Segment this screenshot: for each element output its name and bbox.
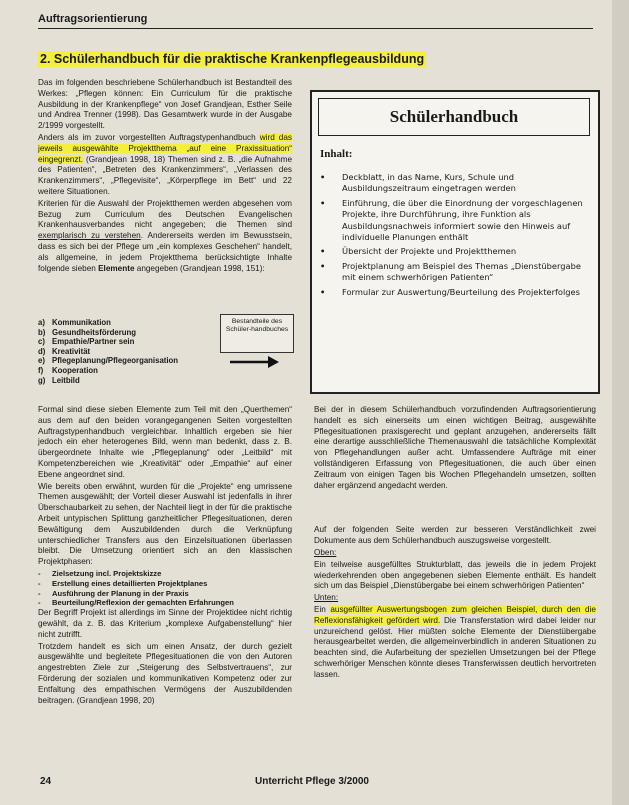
- elements-list: [38, 318, 218, 385]
- text-run: (Grandjean 1998, 18) Themen sind z. B. „die Aufnahme des Patienten“, „Betreten des Krankenzimmers“, „Verlassen des Krankenzimmers“, „Pflegevisite“, „Körperpflege im Bett“ und 22 weitere Situationen.: [38, 154, 292, 196]
- list-key: -: [38, 588, 41, 598]
- list-item: [38, 356, 218, 366]
- text-run: Kriterien für die Auswahl der Projektthemen werden abgesehen vom Bezug zum Curriculum des Deutschen Evangelischen Krankenhausverbandes nicht angegeben; die Themen sind: [38, 198, 292, 230]
- bullet-icon: •: [320, 286, 326, 297]
- margin-note-text: Bestandteile des Schüler-handbuches: [225, 318, 289, 333]
- list-item: [38, 366, 218, 376]
- highlighted-text: ausgefüllter Auswertungsbogen zum gleichen Beispiel, durch den die Reflexionsfähigkeit gefördert wird.: [314, 604, 596, 625]
- highlighted-text: wird das jeweils ausgewählte Projektthema „auf eine Praxissituation“ eingegrenzt.: [38, 132, 292, 164]
- page-number: 24: [40, 776, 52, 787]
- box-list-text: Projektplanung am Beispiel des Themas „Dienstübergabe mit einem schwerhörigen Patienten“: [342, 260, 581, 283]
- box-list-text: Einführung, die über die Einordnung der vorgeschlagenen Projekte, ihre Durchführung, ihre Funktion als Ausbildungsnachweis informiert sowie den Hinweis auf individuelle Planungen enthält: [342, 197, 583, 243]
- box-list-item: [320, 246, 590, 257]
- paragraph: [314, 605, 596, 681]
- list-key: a): [38, 318, 45, 327]
- right-arrow-icon: [228, 355, 280, 369]
- list-text: Gesundheitsförderung: [52, 327, 137, 337]
- paragraph: Das im folgenden beschriebene Schülerhandbuch ist Bestandteil des Werkes: „Pflegen können: Ein Curriculum für die praktische Ausbildung in der Krankenpflege“ von Josef Grandjean, Esther Seile und Andrea Trenner (1998). Das Gesamtwerk wurde in der Ausgabe 2/1999 vorgestellt.: [38, 78, 292, 131]
- list-item: [38, 337, 218, 347]
- bullet-icon: •: [320, 197, 326, 208]
- box-list-text: Übersicht der Projekte und Projektthemen: [342, 246, 517, 257]
- label-oben: Oben:: [314, 547, 337, 557]
- list-text: Empathie/Partner sein: [52, 337, 135, 347]
- paragraph: Auf der folgenden Seite werden zur besseren Verständlichkeit zwei Dokumente aus dem Schülerhandbuch auszugsweise vorgestellt.: [314, 525, 596, 546]
- section-title: [38, 52, 426, 66]
- list-text: Zielsetzung incl. Projektskizze: [52, 568, 162, 578]
- list-text: Beurteilung/Reflexion der gemachten Erfahrungen: [52, 598, 234, 608]
- list-key: -: [38, 578, 41, 588]
- box-list-text: Deckblatt, in das Name, Kurs, Schule und Ausbildungszeitraum eingetragen werden: [342, 172, 516, 194]
- box-list-item: [320, 198, 590, 244]
- list-key: c): [38, 337, 45, 347]
- list-text: Erstellung eines detaillierten Projektplanes: [52, 578, 208, 588]
- list-key: g): [38, 375, 46, 385]
- left-column-bottom: [38, 405, 292, 707]
- list-key: d): [38, 346, 46, 356]
- running-head: Auftragsorientierung: [38, 13, 148, 25]
- bold-text: Elemente: [98, 263, 135, 273]
- text-run: Anders als im zuvor vorgestellten Auftragstypenhandbuch: [38, 132, 260, 142]
- list-item: [38, 569, 292, 579]
- text-run: angegeben (Grandjean 1998, 151):: [134, 263, 265, 273]
- section-title-text: 2. Schülerhandbuch für die praktische Krankenpflegeausbildung: [40, 52, 425, 66]
- list-key: e): [38, 356, 45, 366]
- box-list-text: Formular zur Auswertung/Beurteilung des Projekterfolges: [342, 286, 580, 297]
- box-list-item: [320, 172, 590, 195]
- list-item: [38, 318, 218, 328]
- box-list-item: [320, 287, 590, 298]
- bullet-icon: •: [320, 260, 326, 271]
- list-item: [38, 579, 292, 589]
- list-text: Leitbild: [52, 375, 80, 385]
- list-item: [38, 589, 292, 599]
- text-run: Ein: [314, 604, 331, 614]
- right-column: [314, 405, 596, 682]
- paragraph: Der Begriff Projekt ist allerdings im Sinne der Projektidee nicht richtig gewählt, da z. B. das Kriterium „komplexe Aufgabenstellung“ hier nicht zutrifft.: [38, 608, 292, 639]
- text-run: . Andererseits werden im Bewusstsein, dass es sich bei der Pflege um „ein komplexes Geschehen“ handelt, als allgemeine, in jedem Projektthema berücksichtigte Inhalte folgende sieben: [38, 231, 292, 273]
- list-item: [38, 598, 292, 608]
- contents-box: [310, 90, 600, 394]
- box-list: [320, 172, 590, 301]
- label-unten: Unten:: [314, 593, 339, 603]
- bullet-icon: •: [320, 172, 326, 182]
- list-key: f): [38, 365, 44, 375]
- paragraph: Bei der in diesem Schülerhandbuch vorzufindenden Auftragsorientierung handelt es sich einerseits um einen wichtigen Beitrag, ausgewählte Pflegesituationen praxisgerecht und geplant anzugehen, andererseits fällt eine derartige ausschließliche Themenauswahl die tatsächliche Komplexität von Pflegehandlungen außer acht. Umfassendere Aufträge mit einer vollständigeren Erfassung von Pflegesituationen, die auch über einen Zeitraum von einigen Tagen bis Wochen Pflegehandeln umsetzen, sollten daher ergänzend angedacht werden.: [314, 405, 596, 490]
- list-item: [38, 328, 218, 338]
- list-key: -: [38, 568, 41, 578]
- paragraph: [38, 199, 292, 275]
- list-key: -: [38, 598, 41, 608]
- box-list-item: [320, 261, 590, 284]
- phases-list: [38, 569, 292, 608]
- box-heading: Inhalt:: [320, 148, 353, 160]
- box-title: Schülerhandbuch: [318, 98, 590, 136]
- page-edge: [612, 0, 629, 805]
- journal-footer: Unterricht Pflege 3/2000: [255, 776, 369, 787]
- list-text: Kooperation: [52, 365, 98, 375]
- list-item: [38, 347, 218, 357]
- list-item: [38, 376, 218, 386]
- list-text: Kommunikation: [52, 318, 111, 327]
- paragraph: [38, 133, 292, 198]
- paragraph: Trotzdem handelt es sich um einen Ansatz, der durch gezielt ausgewählte und begleitete Pflegesituationen die von den Autoren angestrebten Ziele zur „Steigerung des Selbstvertrauens“, zur Förderung der sozialen und kommunikativen Kompetenz oder zur Entfaltung des empathischen Vermögens der Auszubildenden beitragen. (Grandjean 1998, 20): [38, 641, 292, 705]
- margin-note-box: [220, 314, 294, 353]
- running-head-rule: [38, 28, 593, 29]
- text-run: Die Transferstation wird dabei leider nur unzureichend gelöst. Hier müßten solche Elemente der Dienstübergabe herausgearbeitet werden, die allgemeinverbindlich in anderen Situationen zu beachten sind, die Aufarbeitung der speziellen Umsetzungen bei der Pflege schwerhöriger Menschen könnte dieses Transferwissen deutlich hervortreten lassen.: [314, 615, 596, 679]
- list-key: b): [38, 327, 46, 337]
- paragraph: Formal sind diese sieben Elemente zum Teil mit den „Querthemen“ aus dem auf den beiden vorangegangenen Seiten vorgestellten Auftragstypenhandbuch vergleichbar. Inhaltlich ergeben sie hier jedoch ein eher heterogenes Bild, wenn man bedenkt, dass z. B. übergeordnete Inhalte wie „Pflegeplanung“ oder „Leitbild“ mit Kompetenzbereichen wie „Kreativität“ oder „Empathie“ auf einer Ebene angeordnet sind.: [38, 405, 292, 479]
- list-text: Pflegeplanung/Pflegeorganisation: [52, 356, 179, 366]
- left-column-top: [38, 78, 292, 275]
- list-text: Kreativität: [52, 346, 91, 356]
- paragraph: Wie bereits oben erwähnt, wurden für die „Projekte“ eng umrissene Themen ausgewählt; der Vorteil dieser Auswahl ist jedenfalls in ihrer Überschaubarkeit zu sehen, der Nachteil liegt in der für die praktische Arbeit untypischen Splittung ganzheitlicher Pflegesituationen, deren Bewältigung dem Auszubildenden durch die Verknüpfung unterschiedlicher Transfers aus den Einzelsituationen überlassen bleibt. Die Umsetzung orientiert sich an den klassischen Projektphasen:: [38, 481, 292, 567]
- paragraph: Ein teilweise ausgefülltes Strukturblatt, das jeweils die in jedem Projekt wiederkehrenden oben angegebenen sieben Elemente enthält. Es handelt sich um das Beispiel „Dienstübergabe bei einem schwerhörigen Patienten“: [314, 559, 596, 591]
- list-text: Ausführung der Planung in der Praxis: [52, 588, 189, 598]
- underlined-text: exemplarisch zu verstehen: [38, 231, 141, 241]
- bullet-icon: •: [320, 246, 326, 257]
